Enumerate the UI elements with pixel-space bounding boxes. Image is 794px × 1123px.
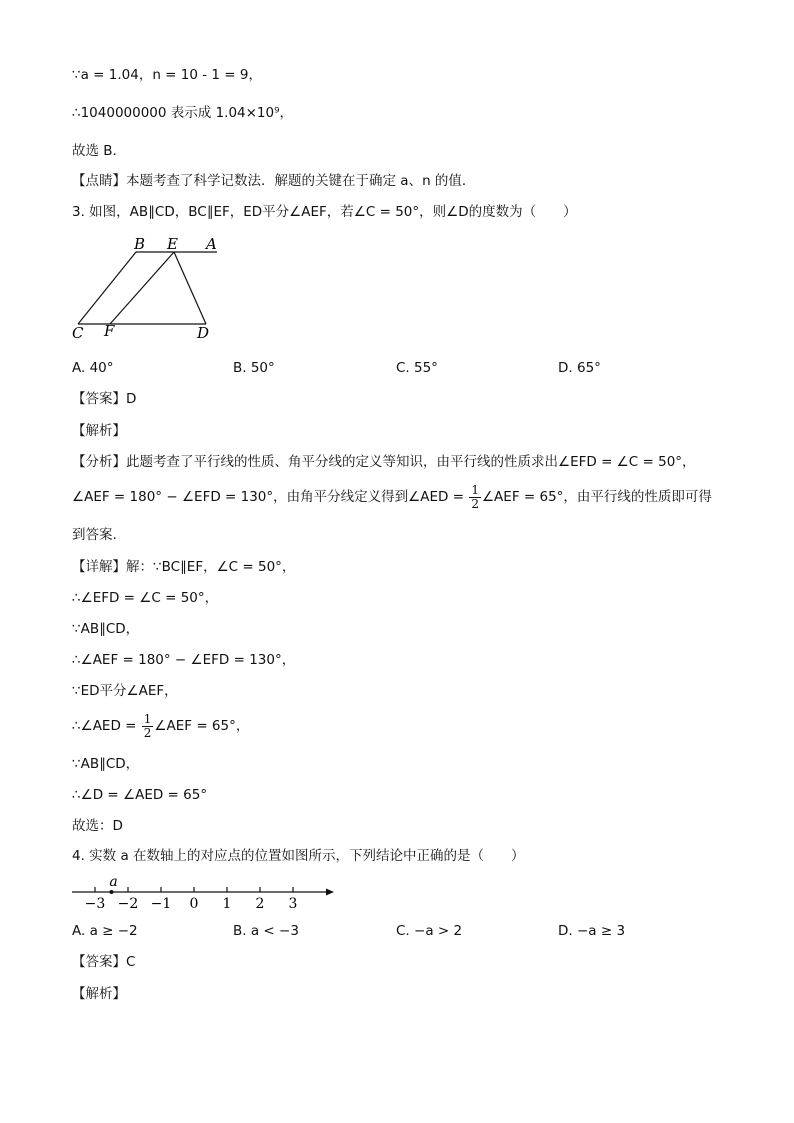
q4-option-d: D. −a ≥ 3 <box>558 923 626 939</box>
point-a-label: a <box>109 874 118 890</box>
tick-label: −2 <box>117 896 139 912</box>
label-E: E <box>167 235 178 253</box>
detail-1: 【详解】解：∵BC∥EF，∠C = 50°， <box>72 559 296 575</box>
q3-fenxi-line2 <box>72 479 712 515</box>
detail-5: ∵ED平分∠AEF， <box>72 683 178 699</box>
tick-label: −3 <box>84 896 106 912</box>
point-a <box>110 890 114 894</box>
line-a-n-values: ∵a = 1.04，n = 10 - 1 = 9， <box>72 67 262 83</box>
detail-7: ∵AB∥CD， <box>72 756 140 772</box>
detail-3: ∵AB∥CD， <box>72 621 140 637</box>
number-line-arrow <box>326 889 334 896</box>
detail-8: ∴∠D = ∠AED = 65° <box>72 787 208 803</box>
line-scientific-notation: ∴1040000000 表示成 1.04×10⁹， <box>72 105 294 121</box>
detail-6 <box>72 708 249 744</box>
q3-option-c: C. 55° <box>396 360 438 376</box>
q3-fenxi-line1: 【分析】此题考查了平行线的性质、角平分线的定义等知识，由平行线的性质求出∠EFD = ∠C = 50°， <box>72 454 696 470</box>
tick-label: 1 <box>222 896 232 912</box>
q3-fenxi-line3: 到答案. <box>72 527 117 543</box>
q4-option-c: C. −a > 2 <box>396 923 463 939</box>
fraction-denominator-2: 2 <box>143 725 152 740</box>
q3-option-a: A. 40° <box>72 360 114 376</box>
fraction-numerator-2: 1 <box>143 711 152 726</box>
fraction-half <box>469 484 481 511</box>
q3-jiexi: 【解析】 <box>72 423 126 439</box>
tick-label: 0 <box>189 896 199 912</box>
fenxi-text-b: ∠AEF = 65°，由平行线的性质即可得 <box>481 489 712 505</box>
q4-option-b: B. a < −3 <box>233 923 299 939</box>
tick-label: 2 <box>255 896 265 912</box>
line-dianjing: 【点睛】本题考查了科学记数法．解题的关键在于确定 a、n 的值． <box>72 173 476 189</box>
detail-2: ∴∠EFD = ∠C = 50°， <box>72 590 219 606</box>
fraction-denominator: 2 <box>471 496 479 511</box>
label-C: C <box>72 324 84 342</box>
label-A: A <box>206 235 217 253</box>
label-B: B <box>134 235 146 253</box>
tick-label: 3 <box>288 896 298 912</box>
detail-9: 故选：D <box>72 818 123 834</box>
label-F: F <box>104 322 115 340</box>
fraction-numerator: 1 <box>471 482 479 497</box>
q3-option-b: B. 50° <box>233 360 275 376</box>
question-3: 3. 如图，AB∥CD，BC∥EF，ED平分∠AEF，若∠C = 50°，则∠D的度数为（ ） <box>72 204 577 220</box>
q4-option-a: A. a ≥ −2 <box>72 923 138 939</box>
label-D: D <box>197 324 210 342</box>
detail-6-text-a: ∴∠AED = <box>72 718 141 734</box>
q4-jiexi: 【解析】 <box>72 986 126 1002</box>
q4-answer: 【答案】C <box>72 954 136 970</box>
question-4: 4. 实数 a 在数轴上的对应点的位置如图所示，下列结论中正确的是（ ） <box>72 848 525 864</box>
parallel-lines-figure <box>70 232 230 342</box>
detail-6-text-b: ∠AEF = 65°， <box>154 718 250 734</box>
line-choose-b: 故选 B． <box>72 143 127 159</box>
fraction-half-2 <box>142 713 154 740</box>
number-line <box>70 872 350 912</box>
fenxi-text-a: ∠AEF = 180° − ∠EFD = 130°，由角平分线定义得到∠AED = <box>72 489 469 505</box>
q3-answer: 【答案】D <box>72 391 137 407</box>
q3-option-d: D. 65° <box>558 360 601 376</box>
detail-4: ∴∠AEF = 180° − ∠EFD = 130°， <box>72 652 296 668</box>
tick-label: −1 <box>150 896 172 912</box>
